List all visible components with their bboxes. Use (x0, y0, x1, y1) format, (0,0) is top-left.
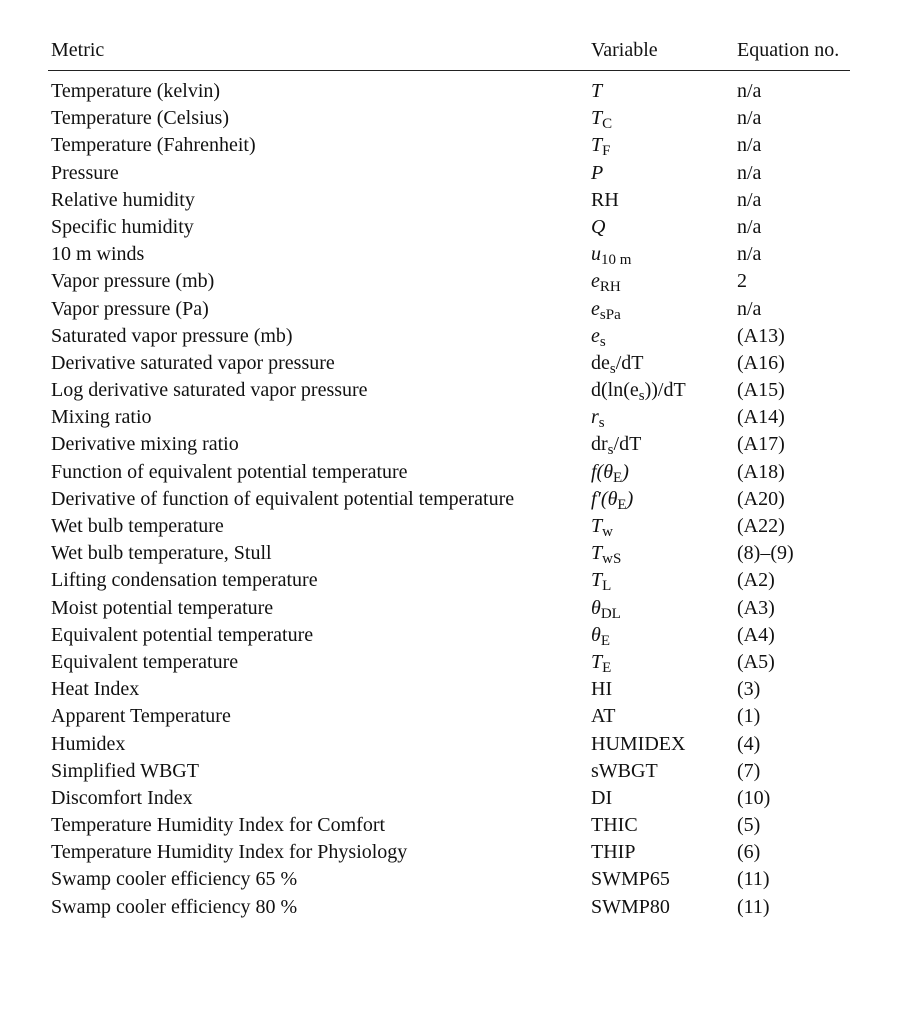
variable-subscript: 10 m (601, 252, 632, 269)
header-equation: Equation no. (737, 39, 840, 61)
variable-suffix: ) (626, 487, 634, 510)
variable-subscript: s (607, 442, 614, 459)
table-row (0, 160, 900, 187)
metric-cell: Vapor pressure (Pa) (51, 297, 209, 320)
table-row (0, 540, 900, 567)
equation-cell: (4) (737, 732, 761, 755)
table-row (0, 567, 900, 594)
equation-cell: n/a (737, 161, 762, 184)
variable-subscript: s (609, 360, 616, 377)
variable-cell (591, 758, 658, 785)
table-body (0, 78, 900, 921)
equation-cell: (A20) (737, 487, 785, 510)
metric-cell: Swamp cooler efficiency 80 % (51, 895, 298, 918)
variable-symbol: SWMP80 (591, 895, 670, 918)
table-row (0, 214, 900, 241)
table-row (0, 622, 900, 649)
table-row (0, 187, 900, 214)
header-metric: Metric (51, 39, 105, 61)
variable-cell (591, 296, 621, 325)
metric-cell: Temperature Humidity Index for Physiology (51, 841, 408, 864)
variable-cell (591, 160, 603, 187)
variable-subscript: w (602, 524, 613, 540)
metric-cell: Discomfort Index (51, 786, 193, 809)
variable-symbol: de (591, 351, 610, 374)
equation-cell: (A18) (737, 460, 785, 483)
variable-cell (591, 567, 611, 596)
table-row (0, 350, 900, 377)
metric-cell: Moist potential temperature (51, 596, 274, 619)
variable-cell (591, 105, 612, 134)
equation-cell: (5) (737, 814, 761, 837)
variable-cell (591, 404, 605, 433)
metric-cell: Lifting condensation temperature (51, 569, 318, 592)
variable-cell (591, 241, 631, 270)
header-variable: Variable (591, 39, 658, 61)
variable-cell (591, 350, 644, 379)
equation-cell: (7) (737, 759, 761, 782)
table-row (0, 296, 900, 323)
equation-cell: (A3) (737, 596, 775, 619)
variable-symbol: AT (591, 705, 616, 728)
variable-symbol: T (591, 542, 603, 565)
equation-cell: (3) (737, 678, 761, 701)
equation-cell: (11) (737, 868, 770, 891)
table-row (0, 323, 900, 350)
variable-symbol: Q (591, 215, 606, 238)
variable-symbol: d(ln(e (591, 379, 639, 402)
metric-cell: Humidex (51, 732, 126, 755)
table-row (0, 377, 900, 404)
variable-cell (591, 731, 685, 758)
variable-symbol: HUMIDEX (591, 732, 686, 755)
variable-cell (591, 703, 615, 730)
variable-subscript: F (602, 143, 611, 160)
metric-cell: Swamp cooler efficiency 65 % (51, 868, 298, 891)
variable-subscript: DL (600, 605, 621, 622)
equation-cell: n/a (737, 243, 762, 266)
equation-cell: (A4) (737, 623, 775, 646)
variable-cell (591, 431, 641, 460)
metric-cell: Relative humidity (51, 188, 195, 211)
variable-cell (591, 622, 610, 651)
variable-subscript: C (602, 116, 613, 133)
equation-cell: (A22) (737, 515, 785, 537)
table-row (0, 894, 900, 921)
equation-cell: (A17) (737, 433, 785, 456)
variable-cell (591, 459, 629, 488)
variable-suffix: /dT (613, 433, 642, 456)
variable-subscript: wS (602, 551, 622, 568)
table-row (0, 241, 900, 268)
table-row (0, 758, 900, 785)
equation-cell: 2 (737, 270, 747, 293)
equation-cell: (6) (737, 841, 761, 864)
equation-cell: (10) (737, 786, 771, 809)
variable-cell (591, 513, 613, 542)
table-header (0, 36, 900, 64)
metric-cell: Temperature (Fahrenheit) (51, 134, 256, 157)
variable-symbol: e (591, 324, 600, 347)
variable-symbol: RH (591, 188, 619, 211)
variable-symbol: r (591, 406, 599, 429)
variable-symbol: SWMP65 (591, 868, 670, 891)
variable-symbol: u (591, 243, 601, 266)
metric-cell: Wet bulb temperature, Stull (51, 542, 272, 565)
header-rule (48, 70, 850, 71)
table-row (0, 785, 900, 812)
equation-cell: n/a (737, 297, 762, 320)
table-row (0, 404, 900, 431)
variable-cell (591, 132, 610, 161)
table-row (0, 459, 900, 486)
variable-subscript: E (613, 469, 623, 486)
equation-cell: (A14) (737, 406, 785, 429)
variable-symbol: HI (591, 678, 613, 701)
variable-symbol: sWBGT (591, 759, 658, 782)
table-row (0, 866, 900, 893)
equation-cell: (8)–(9) (737, 542, 794, 565)
metric-cell: Derivative mixing ratio (51, 433, 239, 456)
variable-cell (591, 595, 621, 624)
variable-subscript: E (600, 632, 610, 649)
variable-cell (591, 812, 638, 839)
variable-suffix: ))/dT (644, 379, 686, 402)
metric-cell: Equivalent potential temperature (51, 623, 314, 646)
variable-subscript: L (602, 578, 612, 595)
variable-cell (591, 540, 621, 569)
table-row (0, 731, 900, 758)
variable-suffix: ) (622, 460, 629, 483)
variable-symbol: T (591, 80, 603, 102)
variable-cell (591, 214, 605, 241)
equation-cell: n/a (737, 215, 762, 238)
metric-cell: Apparent Temperature (51, 705, 231, 728)
variable-subscript: s (599, 333, 606, 350)
variable-cell (591, 676, 612, 703)
equation-cell: n/a (737, 107, 762, 130)
metric-cell: Heat Index (51, 678, 140, 701)
variable-symbol: e (591, 297, 600, 320)
metric-cell: Derivative saturated vapor pressure (51, 351, 335, 374)
equation-cell: (A16) (737, 351, 785, 374)
variable-subscript: E (602, 659, 612, 676)
metric-cell: Pressure (51, 161, 119, 184)
variable-symbol: f(θ (591, 460, 614, 483)
variable-cell (591, 894, 670, 921)
table-row (0, 431, 900, 458)
metric-cell: Log derivative saturated vapor pressure (51, 379, 368, 402)
variable-cell (591, 486, 633, 515)
variable-subscript: RH (599, 279, 621, 296)
metric-cell: Simplified WBGT (51, 759, 199, 782)
variable-symbol: T (591, 569, 603, 592)
variable-subscript: s (638, 388, 645, 405)
variable-suffix: /dT (615, 351, 644, 374)
variable-symbol: f′(θ (591, 487, 618, 510)
variable-symbol: THIP (591, 841, 636, 864)
variable-cell (591, 649, 611, 678)
variable-symbol: T (591, 107, 603, 130)
variable-symbol: dr (591, 433, 608, 456)
variable-cell (591, 187, 619, 214)
variable-symbol: θ (591, 596, 601, 619)
table-row (0, 595, 900, 622)
table-row (0, 105, 900, 132)
variable-symbol: e (591, 270, 600, 293)
variable-subscript: s (598, 415, 605, 432)
equation-cell: (1) (737, 705, 761, 728)
table-row (0, 513, 900, 540)
variable-cell (591, 785, 612, 812)
variable-symbol: T (591, 515, 603, 537)
variable-symbol: T (591, 650, 603, 673)
table-row (0, 132, 900, 159)
metric-cell: Derivative of function of equivalent potential temperature (51, 487, 515, 510)
metric-cell: Mixing ratio (51, 406, 152, 429)
variable-cell (591, 377, 686, 406)
variable-symbol: T (591, 134, 603, 157)
metric-cell: Wet bulb temperature (51, 515, 224, 537)
variable-subscript: E (617, 496, 627, 513)
metric-cell: Function of equivalent potential temperature (51, 460, 408, 483)
table-row (0, 268, 900, 295)
metric-cell: Equivalent temperature (51, 650, 239, 673)
variable-symbol: DI (591, 786, 613, 809)
variable-subscript: sPa (599, 306, 621, 323)
table-row (0, 703, 900, 730)
metric-cell: Saturated vapor pressure (mb) (51, 324, 293, 347)
equation-cell: (11) (737, 895, 770, 918)
variable-cell (591, 866, 670, 893)
equation-cell: (A2) (737, 569, 775, 592)
variable-symbol: THIC (591, 814, 638, 837)
metric-cell: Specific humidity (51, 215, 194, 238)
table-row (0, 486, 900, 513)
metric-cell: Temperature (Celsius) (51, 107, 229, 130)
variable-cell (591, 78, 602, 105)
equation-cell: n/a (737, 134, 762, 157)
table-row (0, 839, 900, 866)
equation-cell: (A5) (737, 650, 775, 673)
equation-cell: n/a (737, 188, 762, 211)
variable-cell (591, 268, 621, 297)
variable-cell (591, 323, 606, 352)
metric-cell: 10 m winds (51, 243, 145, 266)
variable-cell (591, 839, 635, 866)
metric-cell: Temperature Humidity Index for Comfort (51, 814, 386, 837)
equation-cell: (A13) (737, 324, 785, 347)
table-row (0, 78, 900, 105)
table-row (0, 649, 900, 676)
variable-symbol: P (591, 161, 604, 184)
metric-cell: Vapor pressure (mb) (51, 270, 215, 293)
equation-cell: n/a (737, 80, 762, 102)
table-row (0, 812, 900, 839)
metric-cell: Temperature (kelvin) (51, 80, 221, 102)
variable-symbol: θ (591, 623, 601, 646)
equation-cell: (A15) (737, 379, 785, 402)
table-row (0, 676, 900, 703)
